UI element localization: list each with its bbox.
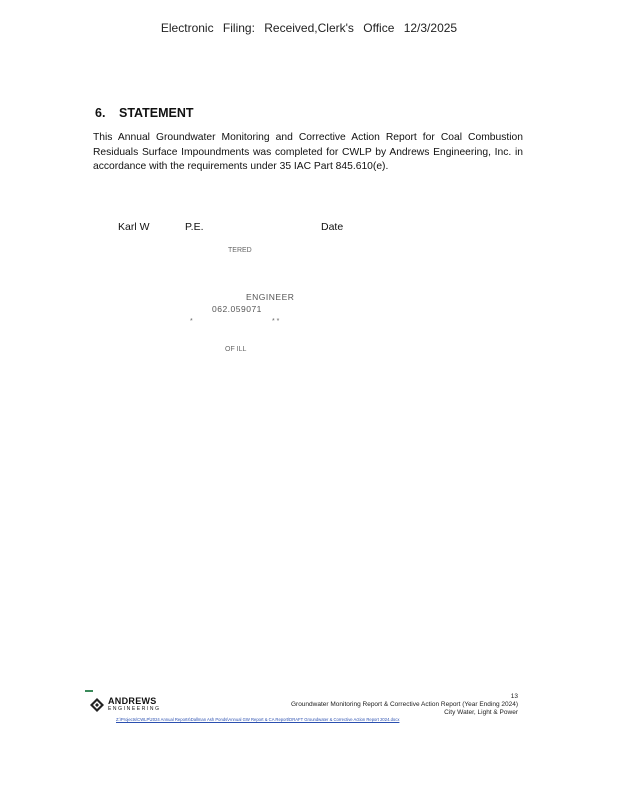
seal-engineer-label: ENGINEER bbox=[246, 292, 295, 302]
section-heading bbox=[95, 106, 194, 120]
footer-accent-line bbox=[85, 690, 93, 692]
page-number: 13 bbox=[510, 693, 518, 700]
seal-top-text: TERED bbox=[228, 247, 252, 254]
seal-bottom-text: OF ILL bbox=[225, 346, 247, 353]
signer-title: P.E. bbox=[185, 221, 204, 233]
section-number: 6. bbox=[95, 106, 106, 120]
signer-name: Karl W bbox=[118, 221, 150, 233]
filing-stamp: Electronic Filing: Received,Clerk's Office 12/3/2025 bbox=[160, 21, 458, 35]
date-label: Date bbox=[321, 221, 344, 233]
logo-subtitle: ENGINEERING bbox=[108, 706, 161, 712]
footer-info bbox=[291, 693, 518, 717]
section-title: STATEMENT bbox=[119, 106, 194, 120]
statement-paragraph: This Annual Groundwater Monitoring and Corrective Action Report for Coal Combustion Residuals Surface Impoundments was completed for CWLP by Andrews Engineering, Inc. in accordance with the requirements under 35 IAC Part 845.610(e). bbox=[93, 132, 523, 172]
file-path-link[interactable]: Z:\Projects\CWLP\2024 Annual Reports\Dallman Ash Ponds\Annual GW Report & CA Report\DRAFT Groundwater & Corrective Action Report 2024.docx bbox=[116, 717, 400, 722]
seal-license-number: 062.059071 bbox=[212, 304, 262, 314]
logo-name: ANDREWS bbox=[108, 696, 157, 706]
client-name: City Water, Light & Power bbox=[444, 709, 518, 716]
andrews-logo bbox=[89, 697, 161, 713]
seal-star-left: * bbox=[190, 318, 193, 325]
andrews-diamond-icon bbox=[89, 697, 105, 713]
report-title: Groundwater Monitoring Report & Corrective Action Report (Year Ending 2024) bbox=[290, 701, 518, 708]
seal-star-right: * * bbox=[272, 318, 280, 325]
